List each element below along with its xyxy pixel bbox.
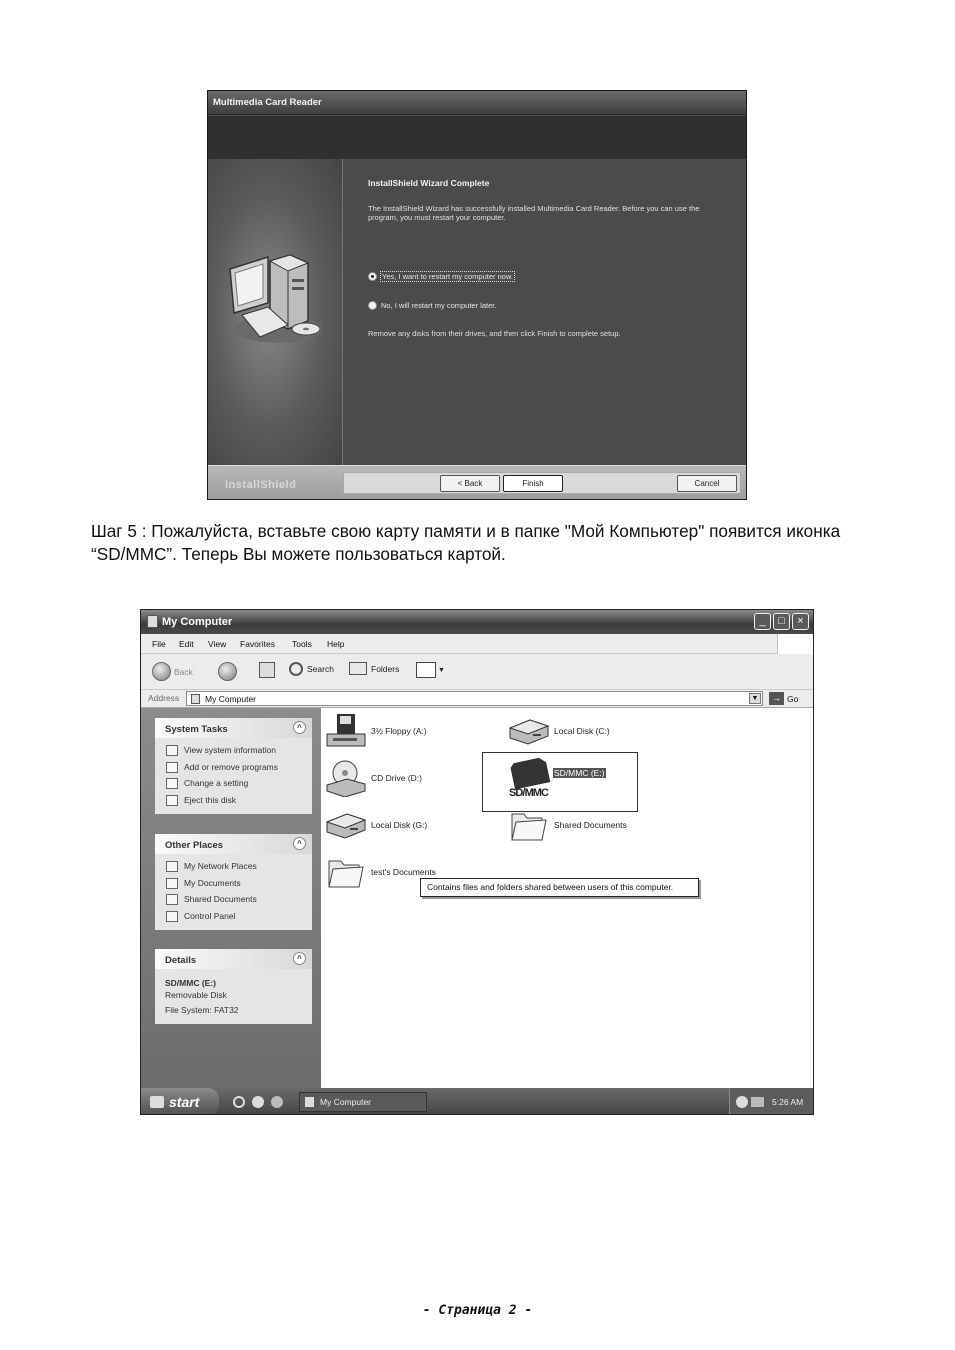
close-button[interactable]: ×	[792, 613, 809, 630]
other-places-box	[155, 834, 312, 930]
header-band	[208, 116, 746, 159]
collapse-icon[interactable]: ^	[293, 721, 306, 734]
go-button[interactable]: → Go	[769, 692, 798, 705]
wizard-side-panel	[208, 159, 343, 465]
address-field[interactable]	[186, 691, 763, 706]
window-title: Multimedia Card Reader	[213, 97, 322, 108]
messenger-icon[interactable]	[271, 1096, 283, 1108]
dropdown-arrow-icon: ▼	[438, 666, 445, 674]
folder-icon	[325, 853, 367, 891]
back-arrow-icon	[152, 662, 171, 681]
finish-button[interactable]: Finish	[503, 475, 563, 492]
tooltip: Contains files and folders shared between users of this computer.	[420, 878, 699, 897]
task-add-remove-programs[interactable]: Add or remove programs	[155, 759, 312, 776]
details-box	[155, 949, 312, 1024]
control-panel-icon	[166, 911, 178, 922]
network-icon	[166, 861, 178, 872]
title-bar	[208, 91, 746, 115]
drive-local-c[interactable]: Local Disk (C:)	[508, 712, 610, 750]
sd-card-icon	[508, 758, 552, 800]
folder-icon	[508, 806, 550, 844]
step-5-text: Шаг 5 : Пожалуйста, вставьте свою карту памяти и в папке "Мой Компьютер" появится иконка “SD/MMC”. Теперь Вы можете пользоваться картой.	[91, 521, 841, 564]
cancel-button[interactable]: Cancel	[677, 475, 737, 492]
drive-floppy-a[interactable]: 3½ Floppy (A:)	[325, 712, 427, 750]
menu-favorites[interactable]: Favorites	[240, 639, 275, 649]
programs-icon	[166, 762, 178, 773]
forward-button[interactable]	[218, 662, 240, 681]
restart-later-option[interactable]	[368, 301, 496, 310]
wizard-button-bar	[208, 465, 746, 500]
place-network[interactable]: My Network Places	[155, 858, 312, 875]
views-button[interactable]	[416, 662, 445, 678]
network-tray-icon[interactable]	[751, 1097, 764, 1107]
wizard-message: The InstallShield Wizard has successfully installed Multimedia Card Reader. Before you can use the program, you must restart your computer.	[368, 204, 700, 222]
sd-icon-label: SD/MMC	[509, 787, 549, 799]
floppy-drive-icon	[325, 712, 367, 750]
wizard-content	[343, 159, 747, 465]
eject-icon	[166, 795, 178, 806]
views-icon	[416, 662, 436, 678]
place-shared-documents[interactable]: Shared Documents	[155, 891, 312, 908]
menu-bar	[141, 634, 813, 654]
go-arrow-icon: →	[769, 692, 784, 705]
installshield-brand: InstallShield	[225, 479, 297, 491]
system-info-icon	[166, 745, 178, 756]
collapse-icon[interactable]: ^	[293, 837, 306, 850]
control-panel-icon	[166, 778, 178, 789]
menu-tools[interactable]: Tools	[292, 639, 312, 649]
menu-edit[interactable]: Edit	[179, 639, 194, 649]
button-row	[343, 472, 741, 494]
details-type: Removable Disk	[165, 990, 227, 1000]
task-view-system-info[interactable]: View system information	[155, 742, 312, 759]
window-title: My Computer	[162, 616, 233, 628]
drive-cd-d[interactable]: CD Drive (D:)	[325, 759, 422, 797]
drive-local-g[interactable]: Local Disk (G:)	[325, 806, 427, 844]
radio-selected-icon[interactable]	[368, 272, 377, 281]
computer-icon	[228, 251, 328, 346]
page-number: - Страница 2 -	[422, 1303, 533, 1318]
taskbar	[141, 1088, 813, 1115]
task-eject-disk[interactable]: Eject this disk	[155, 792, 312, 809]
toolbar	[141, 654, 813, 690]
details-name: SD/MMC (E:)	[165, 978, 216, 988]
restart-now-option[interactable]	[368, 272, 514, 281]
wizard-instruction: Remove any disks from their drives, and then click Finish to complete setup.	[368, 329, 621, 338]
menu-view[interactable]: View	[208, 639, 227, 649]
address-label: Address	[148, 693, 180, 703]
installshield-window	[207, 90, 747, 500]
cd-drive-icon	[325, 759, 367, 797]
back-button[interactable]: Back	[152, 662, 193, 681]
clock: 5:26 AM	[772, 1097, 804, 1107]
system-tasks-header[interactable]: System Tasks ^	[155, 718, 312, 738]
file-view	[321, 708, 814, 1088]
radio-unselected-icon[interactable]	[368, 301, 377, 310]
my-computer-icon	[191, 694, 200, 704]
up-folder-icon	[259, 662, 275, 678]
address-bar	[141, 690, 813, 708]
title-bar	[141, 610, 813, 634]
taskbar-my-computer[interactable]: My Computer	[299, 1092, 427, 1112]
folders-icon	[349, 662, 367, 675]
collapse-icon[interactable]: ^	[293, 952, 306, 965]
menu-help[interactable]: Help	[327, 639, 345, 649]
folders-button[interactable]: Folders	[349, 662, 399, 675]
system-tasks-box	[155, 718, 312, 814]
my-computer-window	[140, 609, 814, 1115]
wizard-heading: InstallShield Wizard Complete	[368, 178, 490, 188]
chevron-down-icon[interactable]: ▼	[749, 693, 761, 704]
ie-icon[interactable]	[233, 1096, 245, 1108]
tray-expand-icon[interactable]	[736, 1096, 748, 1108]
system-tray	[729, 1088, 813, 1115]
search-icon	[289, 662, 303, 676]
maximize-button[interactable]: □	[773, 613, 790, 630]
task-change-setting[interactable]: Change a setting	[155, 775, 312, 792]
minimize-button[interactable]: _	[754, 613, 771, 630]
restart-now-label: Yes, I want to restart my computer now.	[382, 272, 514, 281]
restart-later-label: No, I will restart my computer later.	[381, 301, 497, 310]
hard-disk-icon	[325, 806, 367, 844]
media-player-icon[interactable]	[252, 1096, 264, 1108]
forward-arrow-icon	[218, 662, 237, 681]
up-folder-button[interactable]	[259, 662, 275, 678]
windows-logo-icon	[777, 634, 813, 654]
other-places-header[interactable]: Other Places ^	[155, 834, 312, 854]
back-button[interactable]: < Back	[440, 475, 500, 492]
details-filesystem: File System: FAT32	[165, 1005, 239, 1015]
details-header[interactable]: Details ^	[155, 949, 312, 969]
menu-file[interactable]: File	[152, 639, 166, 649]
search-button[interactable]: Search	[289, 662, 334, 676]
windows-flag-icon	[150, 1096, 164, 1108]
folder-icon	[166, 878, 178, 889]
place-my-documents[interactable]: My Documents	[155, 875, 312, 892]
folder-shared-documents[interactable]: Shared Documents	[508, 806, 627, 844]
folder-icon	[166, 894, 178, 905]
folder-tests-documents[interactable]: test's Documents	[325, 853, 436, 891]
task-pane	[141, 708, 321, 1088]
hard-disk-icon	[508, 712, 550, 750]
start-button[interactable]: start	[141, 1088, 219, 1115]
my-computer-icon	[147, 615, 158, 628]
address-value: My Computer	[205, 694, 257, 704]
sdmmc-label: SD/MMC (E:)	[554, 768, 605, 778]
drive-sdmmc-e[interactable]	[482, 752, 638, 812]
my-computer-icon	[305, 1097, 314, 1107]
place-control-panel[interactable]: Control Panel	[155, 908, 312, 925]
